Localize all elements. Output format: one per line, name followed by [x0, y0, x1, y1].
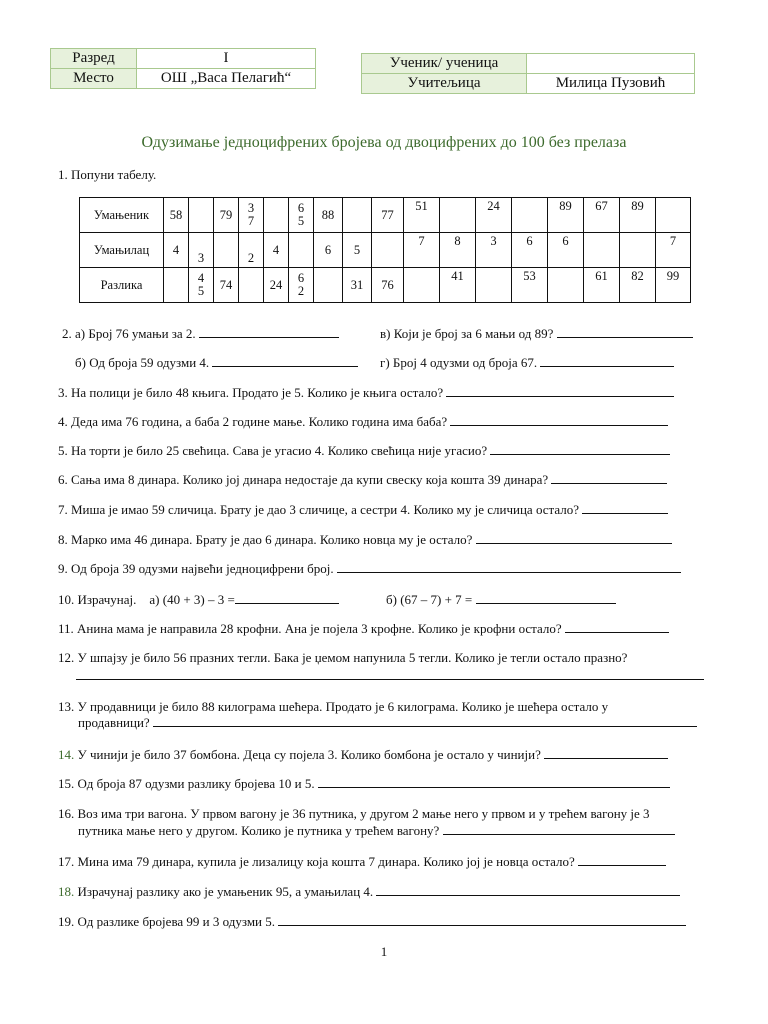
- table-cell: 99: [656, 268, 691, 303]
- task-19: 19. Од разлике бројева 99 и 3 одузми 5.: [58, 914, 686, 930]
- table-cell: 53: [512, 268, 548, 303]
- table-cell: 4: [264, 233, 289, 268]
- table-cell: 58: [164, 198, 189, 233]
- task-8: 8. Марко има 46 динара. Брату је дао 6 динара. Колико новца му је остало?: [58, 532, 672, 548]
- teacher-value: Милица Пузовић: [527, 74, 695, 94]
- table-cell: 7: [404, 233, 440, 268]
- table-cell: 89: [620, 198, 656, 233]
- task-3: 3. На полици је било 48 књига. Продато је 5. Колико је књига остало?: [58, 385, 674, 401]
- table-cell: 77: [372, 198, 404, 233]
- table-cell[interactable]: [584, 233, 620, 268]
- table-cell[interactable]: [476, 268, 512, 303]
- page-number: 1: [380, 944, 388, 959]
- grade-value: I: [137, 49, 316, 69]
- table-cell: 24: [476, 198, 512, 233]
- table-cell[interactable]: [164, 268, 189, 303]
- table-cell[interactable]: [214, 233, 239, 268]
- table-cell: 76: [372, 268, 404, 303]
- table-cell[interactable]: [404, 268, 440, 303]
- task-9: 9. Од броја 39 одузми највећи једноцифрени број.: [58, 561, 681, 577]
- task-7: 7. Миша је имао 59 сличица. Брату је дао 3 сличице, а сестри 4. Колико му је сличица остало?: [58, 502, 668, 518]
- table-cell: 31: [343, 268, 372, 303]
- task-10a: 10. Израчунај. а) (40 + 3) – 3 =: [58, 592, 339, 608]
- table-cell: 6: [512, 233, 548, 268]
- table-cell: 41: [440, 268, 476, 303]
- table-cell: 3 7: [239, 198, 264, 233]
- row-label: Умањеник: [80, 198, 164, 233]
- row-label: Разлика: [80, 268, 164, 303]
- table-cell[interactable]: [289, 233, 314, 268]
- task-16-line2: путника мање него у другом. Колико је путника у трећем вагону?: [78, 823, 675, 839]
- table-cell: 82: [620, 268, 656, 303]
- table-cell: 67: [584, 198, 620, 233]
- teacher-label: Учитељица: [362, 74, 527, 94]
- table-cell: 6 5: [289, 198, 314, 233]
- student-value[interactable]: [527, 54, 695, 74]
- table-cell: 79: [214, 198, 239, 233]
- table-cell[interactable]: [314, 268, 343, 303]
- task1-label: 1. Попуни табелу.: [58, 167, 157, 182]
- task-17: 17. Мина има 79 динара, купила је лизалицу која кошта 7 динара. Колико јој је новца остало?: [58, 854, 666, 870]
- task-12-answer: [76, 668, 704, 684]
- task-12: 12. У шпајзу је било 56 празних тегли. Бака је џемом напунила 5 тегли. Колико је тегли остало празно?: [58, 650, 628, 665]
- subtraction-table: [79, 197, 691, 303]
- task-4: 4. Деда има 76 година, а баба 2 године мање. Колико година има баба?: [58, 414, 668, 430]
- task-2g: г) Број 4 одузми од броја 67.: [380, 355, 674, 371]
- table-cell[interactable]: [548, 268, 584, 303]
- task-5: 5. На торти је било 25 свећица. Сава је угасио 4. Колико свећица није угасио?: [58, 443, 670, 459]
- table-cell: 74: [214, 268, 239, 303]
- table-cell: 24: [264, 268, 289, 303]
- task-13-line1: 13. У продавници је било 88 килограма шећера. Продато је 6 килограма. Колико је шећера остало у: [58, 699, 609, 714]
- place-label: Место: [51, 69, 137, 89]
- table-cell: 5: [343, 233, 372, 268]
- table-cell: 7: [656, 233, 691, 268]
- table-row: [80, 198, 691, 233]
- table-cell: 6 2: [289, 268, 314, 303]
- table-cell[interactable]: [239, 268, 264, 303]
- task-6: 6. Сања има 8 динара. Колико јој динара недостаје да купи свеску која кошта 39 динара?: [58, 472, 667, 488]
- table-cell[interactable]: [343, 198, 372, 233]
- task-16-line1: 16. Воз има три вагона. У првом вагону је 36 путника, у другом 2 мање него у првом и у трећем вагону је 3: [58, 806, 650, 821]
- row-label: Умањилац: [80, 233, 164, 268]
- table-cell: 61: [584, 268, 620, 303]
- header-left-table: [50, 48, 316, 89]
- table-cell: 2: [239, 233, 264, 268]
- table-cell: 4 5: [189, 268, 214, 303]
- student-label: Ученик/ ученица: [362, 54, 527, 74]
- table-cell: 6: [314, 233, 343, 268]
- table-cell: 89: [548, 198, 584, 233]
- page-title: Одузимање једноцифрених бројева од двоцифрених до 100 без прелаза: [141, 134, 627, 151]
- table-cell: 4: [164, 233, 189, 268]
- table-cell[interactable]: [372, 233, 404, 268]
- grade-label: Разред: [51, 49, 137, 69]
- task-2a: 2. а) Број 76 умањи за 2.: [62, 326, 339, 342]
- table-cell[interactable]: [512, 198, 548, 233]
- task-2b: б) Од броја 59 одузми 4.: [75, 355, 358, 371]
- table-cell: 3: [476, 233, 512, 268]
- task-14: 14. У чинији је било 37 бомбона. Деца су појела 3. Колико бомбона је остало у чинији?: [58, 747, 668, 763]
- table-cell[interactable]: [189, 198, 214, 233]
- table-row: [80, 233, 691, 268]
- place-value: ОШ „Васа Пелагић“: [137, 69, 316, 89]
- table-cell: 6: [548, 233, 584, 268]
- table-cell: 88: [314, 198, 343, 233]
- task-10b: б) (67 – 7) + 7 =: [386, 592, 616, 608]
- table-cell[interactable]: [620, 233, 656, 268]
- task-11: 11. Анина мама је направила 28 крофни. Ана је појела 3 крофне. Колико је крофни остало?: [58, 621, 669, 637]
- header-right-table: [361, 53, 695, 94]
- table-cell: 8: [440, 233, 476, 268]
- table-row: [80, 268, 691, 303]
- task-13-line2: продавници?: [78, 715, 697, 731]
- table-cell[interactable]: [264, 198, 289, 233]
- task-2v: в) Који је број за 6 мањи од 89?: [380, 326, 693, 342]
- table-cell: 51: [404, 198, 440, 233]
- table-cell[interactable]: [440, 198, 476, 233]
- task-18: 18. Израчунај разлику ако је умањеник 95, а умањилац 4.: [58, 884, 680, 900]
- table-cell[interactable]: [656, 198, 691, 233]
- table-cell: 3: [189, 233, 214, 268]
- task-15: 15. Од броја 87 одузми разлику бројева 10 и 5.: [58, 776, 670, 792]
